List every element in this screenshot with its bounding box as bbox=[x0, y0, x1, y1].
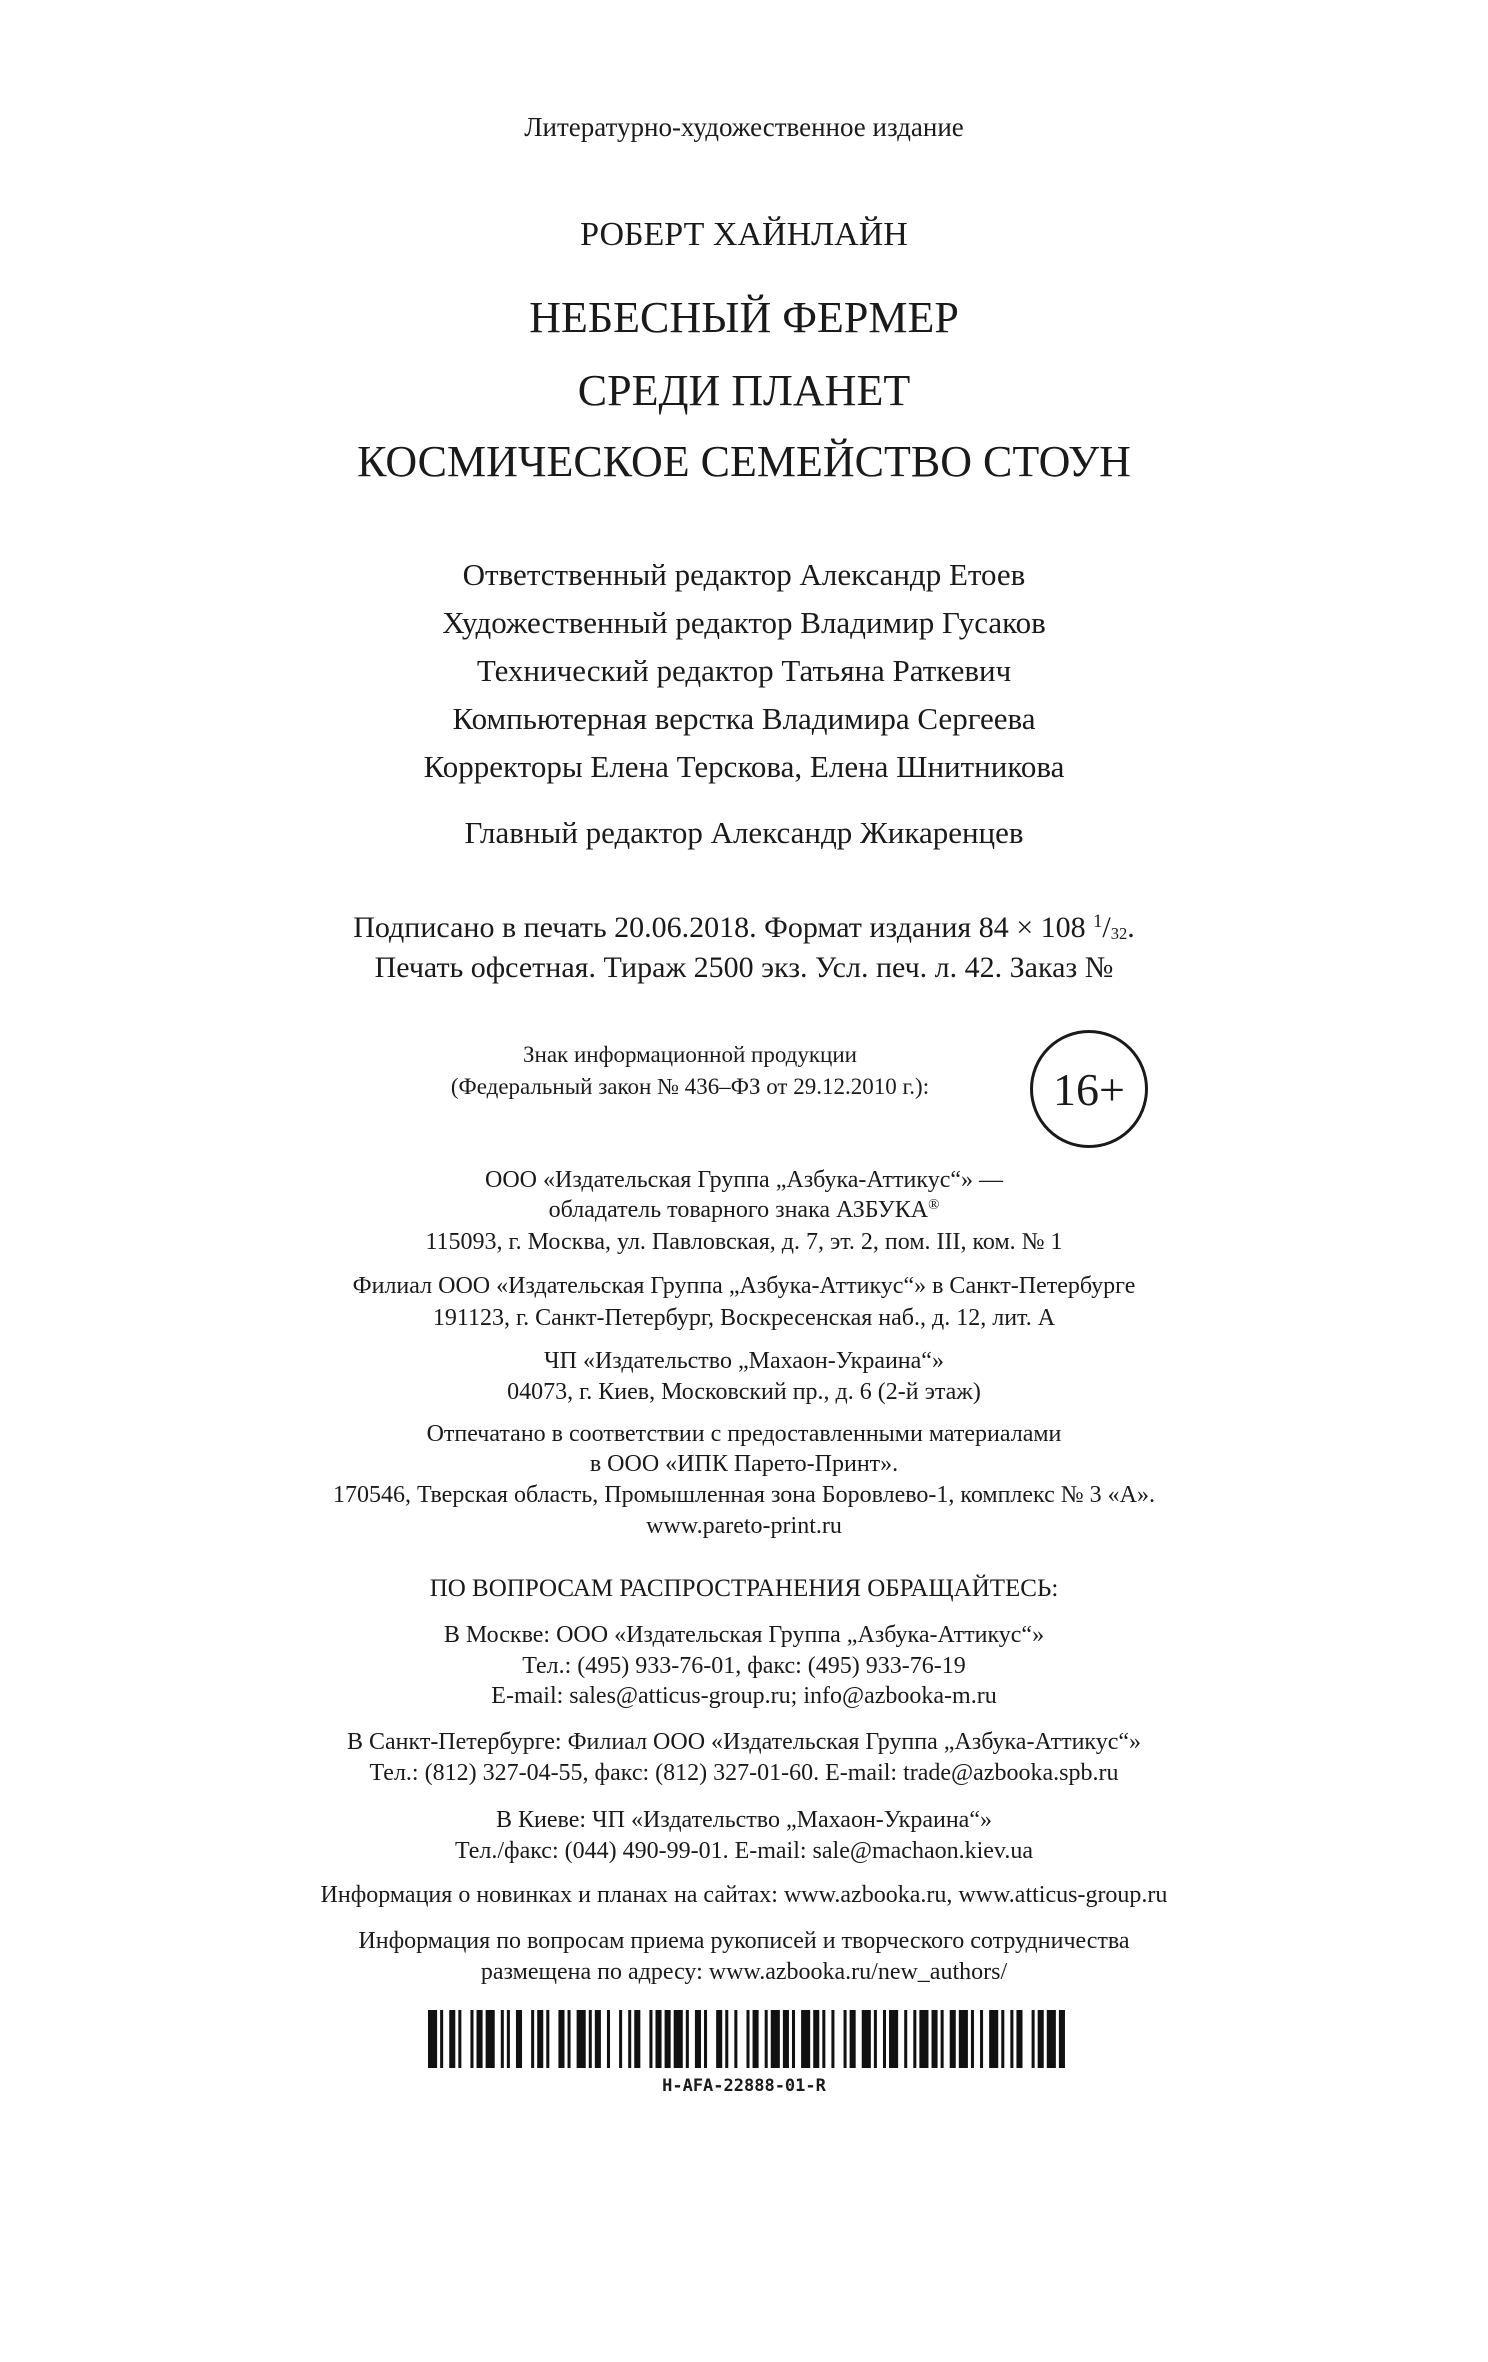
barcode-bar bbox=[889, 2010, 898, 2068]
manuscripts-info-line-2: размещена по адресу: www.azbooka.ru/new_authors/ bbox=[480, 1959, 1008, 1985]
publisher-line-1: ООО «Издательская Группа „Азбука-Аттикус“» — bbox=[485, 1167, 1003, 1193]
info-sign-line-2: (Федеральный закон № 436–ФЗ от 29.12.2010 г.): bbox=[450, 1074, 930, 1099]
chief-editor: Главный редактор Александр Жикаренцев bbox=[464, 815, 1024, 850]
manuscripts-info-line-1: Информация по вопросам приема рукописей и творческого сотрудничества bbox=[358, 1928, 1130, 1954]
barcode-bar bbox=[686, 2010, 689, 2068]
barcode-bar bbox=[883, 2010, 886, 2068]
barcode-bar bbox=[822, 2010, 825, 2068]
barcode-bar bbox=[477, 2010, 483, 2068]
publisher-address: 115093, г. Москва, ул. Павловская, д. 7, эт. 2, пом. III, ком. № 1 bbox=[425, 1229, 1063, 1255]
book-title-1: НЕБЕСНЫЙ ФЕРМЕР bbox=[529, 293, 959, 342]
barcode-bar bbox=[619, 2010, 622, 2068]
distribution-spb-line: Тел.: (812) 327-04-55, факс: (812) 327-01-60. E-mail: trade@azbooka.spb.ru bbox=[369, 1760, 1119, 1786]
credit-line: Технический редактор Татьяна Раткевич bbox=[476, 653, 1012, 688]
distribution-kiev-line: Тел./факс: (044) 490-99-01. E-mail: sale@machaon.kiev.ua bbox=[454, 1838, 1034, 1864]
barcode-bar bbox=[813, 2010, 819, 2068]
barcode-bar bbox=[746, 2010, 749, 2068]
barcode-bar bbox=[950, 2010, 956, 2068]
format-fraction-numerator: 1 bbox=[1093, 911, 1103, 932]
publisher-trademark-text: обладатель товарного знака АЗБУКА bbox=[548, 1197, 929, 1224]
distribution-kiev-line: В Киеве: ЧП «Издательство „Махаон-Украина“» bbox=[496, 1807, 992, 1833]
kiev-publisher-line-1: ЧП «Издательство „Махаон-Украина“» bbox=[544, 1348, 944, 1374]
barcode-bar bbox=[1010, 2010, 1013, 2068]
barcode-bar bbox=[607, 2010, 610, 2068]
barcode-bar bbox=[558, 2010, 564, 2068]
barcode-bar bbox=[913, 2010, 916, 2068]
book-title-2: СРЕДИ ПЛАНЕТ bbox=[577, 366, 911, 415]
publisher-line-2 bbox=[0, 1198, 1488, 1222]
barcode-bar bbox=[831, 2010, 834, 2068]
barcode bbox=[428, 2010, 1068, 2068]
printer-website: www.pareto-print.ru bbox=[646, 1513, 842, 1539]
websites-info: Информация о новинках и планах на сайтах: www.azbooka.ru, www.atticus-group.ru bbox=[320, 1882, 1168, 1908]
author-name: РОБЕРТ ХАЙНЛАЙН bbox=[580, 216, 908, 253]
barcode-bar bbox=[516, 2010, 522, 2068]
barcode-bar bbox=[674, 2010, 683, 2068]
barcode-bar bbox=[1016, 2010, 1022, 2068]
edition-type: Литературно-художественное издание bbox=[524, 112, 964, 142]
distribution-heading: ПО ВОПРОСАМ РАСПРОСТРАНЕНИЯ ОБРАЩАЙТЕСЬ: bbox=[429, 1575, 1059, 1602]
barcode-bar bbox=[734, 2010, 737, 2068]
barcode-bar bbox=[725, 2010, 728, 2068]
barcode-bar bbox=[771, 2010, 780, 2068]
spb-branch-address: 191123, г. Санкт-Петербург, Воскресенская наб., д. 12, лит. А bbox=[432, 1305, 1056, 1331]
barcode-bar bbox=[874, 2010, 877, 2068]
barcode-bar bbox=[801, 2010, 810, 2068]
barcode-caption: H-AFA-22888-01-R bbox=[662, 2076, 826, 2096]
barcode-bar bbox=[589, 2010, 592, 2068]
barcode-bar bbox=[595, 2010, 601, 2068]
printer-line-2: в ООО «ИПК Парето-Принт». bbox=[589, 1451, 899, 1477]
barcode-bar bbox=[458, 2010, 461, 2068]
barcode-bar bbox=[989, 2010, 998, 2068]
barcode-bar bbox=[470, 2010, 473, 2068]
barcode-bar bbox=[941, 2010, 944, 2068]
distribution-moscow-line: В Москве: ООО «Издательская Группа „Азбука-Аттикус“» bbox=[443, 1622, 1045, 1648]
barcode-bar bbox=[765, 2010, 768, 2068]
print-info-line-1 bbox=[0, 913, 1488, 943]
print-info-line-2: Печать офсетная. Тираж 2500 экз. Усл. печ. л. 42. Заказ № bbox=[374, 951, 1114, 984]
credit-line: Компьютерная верстка Владимира Сергеева bbox=[452, 701, 1036, 736]
spb-branch-line-1: Филиал ООО «Издательская Группа „Азбука-Аттикус“» в Санкт-Петербурге bbox=[352, 1273, 1136, 1299]
printer-address: 170546, Тверская область, Промышленная зона Боровлево-1, комплекс № 3 «А». bbox=[333, 1482, 1155, 1508]
barcode-bar bbox=[634, 2010, 640, 2068]
barcode-bar bbox=[655, 2010, 661, 2068]
barcode-bar bbox=[486, 2010, 495, 2068]
registered-mark: ® bbox=[928, 1197, 940, 1213]
distribution-moscow-line: Тел.: (495) 933-76-01, факс: (495) 933-76-19 bbox=[522, 1653, 966, 1679]
barcode-bar bbox=[501, 2010, 504, 2068]
barcode-bar bbox=[649, 2010, 652, 2068]
distribution-spb-line: В Санкт-Петербурге: Филиал ООО «Издательская Группа „Азбука-Аттикус“» bbox=[346, 1729, 1142, 1755]
barcode-bar bbox=[1059, 2010, 1065, 2068]
barcode-bar bbox=[628, 2010, 631, 2068]
barcode-bar bbox=[753, 2010, 759, 2068]
book-title-3: КОСМИЧЕСКОЕ СЕМЕЙСТВО СТОУН bbox=[357, 437, 1131, 486]
barcode-bar bbox=[1032, 2010, 1035, 2068]
barcode-bar bbox=[959, 2010, 968, 2068]
barcode-bar bbox=[971, 2010, 974, 2068]
credit-line: Корректоры Елена Терскова, Елена Шнитникова bbox=[423, 749, 1065, 784]
kiev-publisher-address: 04073, г. Киев, Московский пр., д. 6 (2-й этаж) bbox=[507, 1379, 981, 1405]
barcode-bar bbox=[904, 2010, 907, 2068]
printer-line-1: Отпечатано в соответствии с предоставленными материалами bbox=[426, 1421, 1062, 1447]
barcode-bar bbox=[568, 2010, 571, 2068]
barcode-bar bbox=[531, 2010, 534, 2068]
barcode-bar bbox=[1047, 2010, 1056, 2068]
barcode-bar bbox=[850, 2010, 856, 2068]
barcode-bar bbox=[716, 2010, 722, 2068]
format-fraction-denominator: 32 bbox=[1110, 923, 1128, 943]
barcode-bar bbox=[507, 2010, 510, 2068]
barcode-bar bbox=[980, 2010, 983, 2068]
barcode-bar bbox=[792, 2010, 795, 2068]
barcode-bar bbox=[1001, 2010, 1004, 2068]
credit-line: Художественный редактор Владимир Гусаков bbox=[442, 605, 1046, 640]
barcode-bar bbox=[1038, 2010, 1044, 2068]
format-fraction-slash: / bbox=[1102, 911, 1111, 945]
distribution-moscow-line: E-mail: sales@atticus-group.ru; info@azbooka-m.ru bbox=[491, 1683, 997, 1709]
barcode-bar bbox=[537, 2010, 543, 2068]
barcode-bar bbox=[546, 2010, 549, 2068]
barcode-bar bbox=[932, 2010, 938, 2068]
barcode-bar bbox=[919, 2010, 928, 2068]
credit-line: Ответственный редактор Александр Етоев bbox=[462, 557, 1026, 592]
print-info-text: Подписано в печать 20.06.2018. Формат издания 84 × 108 bbox=[353, 911, 1094, 945]
barcode-bar bbox=[862, 2010, 871, 2068]
barcode-bar bbox=[844, 2010, 847, 2068]
print-info-period: . bbox=[1127, 911, 1135, 945]
info-sign-line-1: Знак информационной продукции bbox=[523, 1042, 857, 1067]
age-rating-badge: 16+ bbox=[1030, 1030, 1148, 1148]
barcode-bar bbox=[783, 2010, 789, 2068]
barcode-bar bbox=[428, 2010, 437, 2068]
barcode-bar bbox=[695, 2010, 701, 2068]
barcode-bar bbox=[665, 2010, 671, 2068]
barcode-bar bbox=[440, 2010, 443, 2068]
barcode-bar bbox=[449, 2010, 455, 2068]
barcode-bar bbox=[704, 2010, 707, 2068]
barcode-bar bbox=[577, 2010, 586, 2068]
